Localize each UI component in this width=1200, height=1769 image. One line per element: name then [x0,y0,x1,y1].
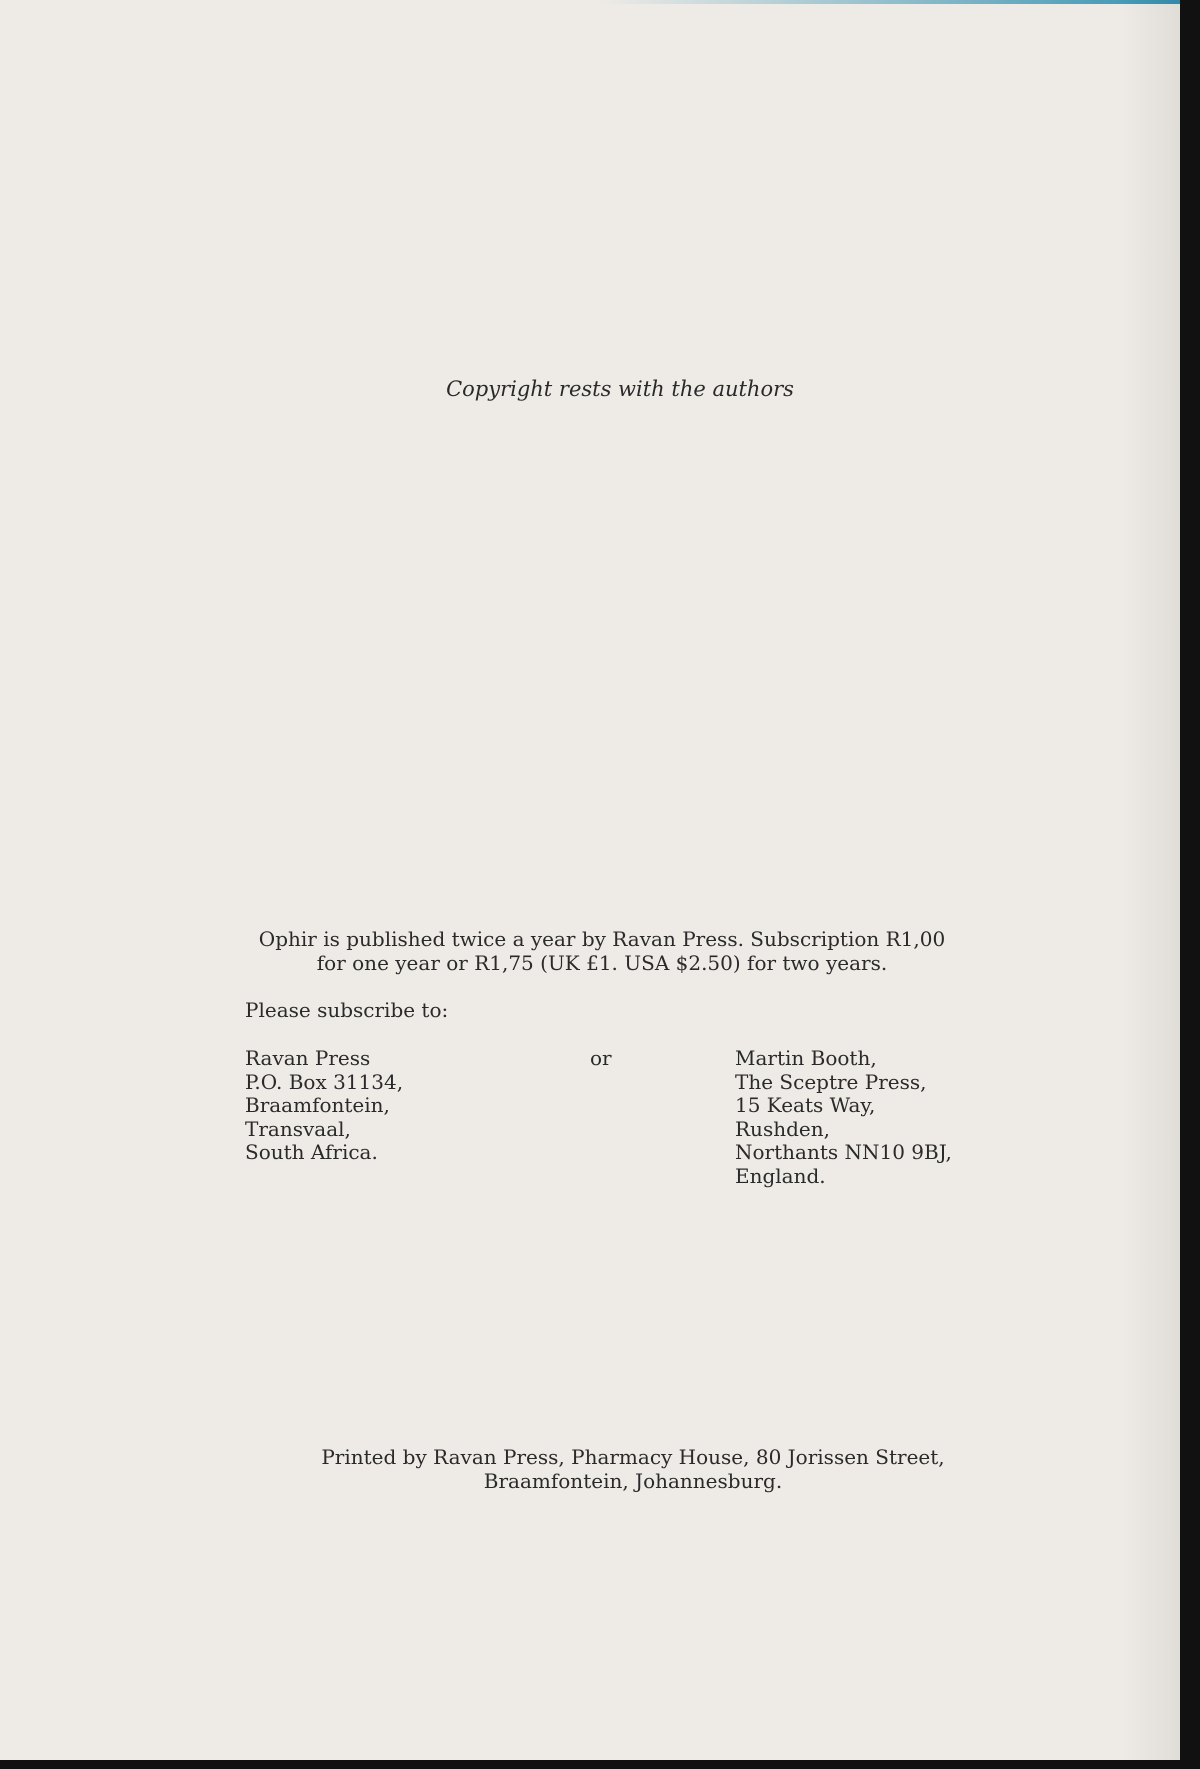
address-line: South Africa. [245,1140,378,1164]
printer-line-2: Braamfontein, Johannesburg. [483,1468,783,1493]
or-separator: or [590,1046,612,1070]
address-line: The Sceptre Press, [735,1069,927,1094]
address-line: Braamfontein, [245,1093,390,1117]
address-line: Northants NN10 9BJ, [735,1140,952,1164]
printer-info [318,1446,948,1493]
address-line: England. [735,1163,826,1188]
subscription-info [244,928,960,975]
address-line: Transvaal, [245,1116,351,1141]
copyright-notice: Copyright rests with the authors [446,377,794,401]
address-ravan-press [245,1047,403,1165]
page-edge-tint [600,0,1180,4]
address-line: Martin Booth, [735,1046,877,1070]
address-line: Rushden, [735,1116,830,1141]
address-line: 15 Keats Way, [735,1093,876,1117]
address-line: Ravan Press [245,1046,371,1070]
address-line: P.O. Box 31134, [245,1069,404,1094]
subscription-line-1: Ophir is published twice a year by Ravan Press. Subscription R1,00 [258,927,946,951]
printer-line-1: Printed by Ravan Press, Pharmacy House, 80 Jorissen Street, [321,1445,945,1469]
subscription-line-2: for one year or R1,75 (UK £1. USA $2.50) for two years. [316,950,888,975]
subscribe-prompt: Please subscribe to: [245,998,449,1022]
address-sceptre-press [735,1047,952,1188]
